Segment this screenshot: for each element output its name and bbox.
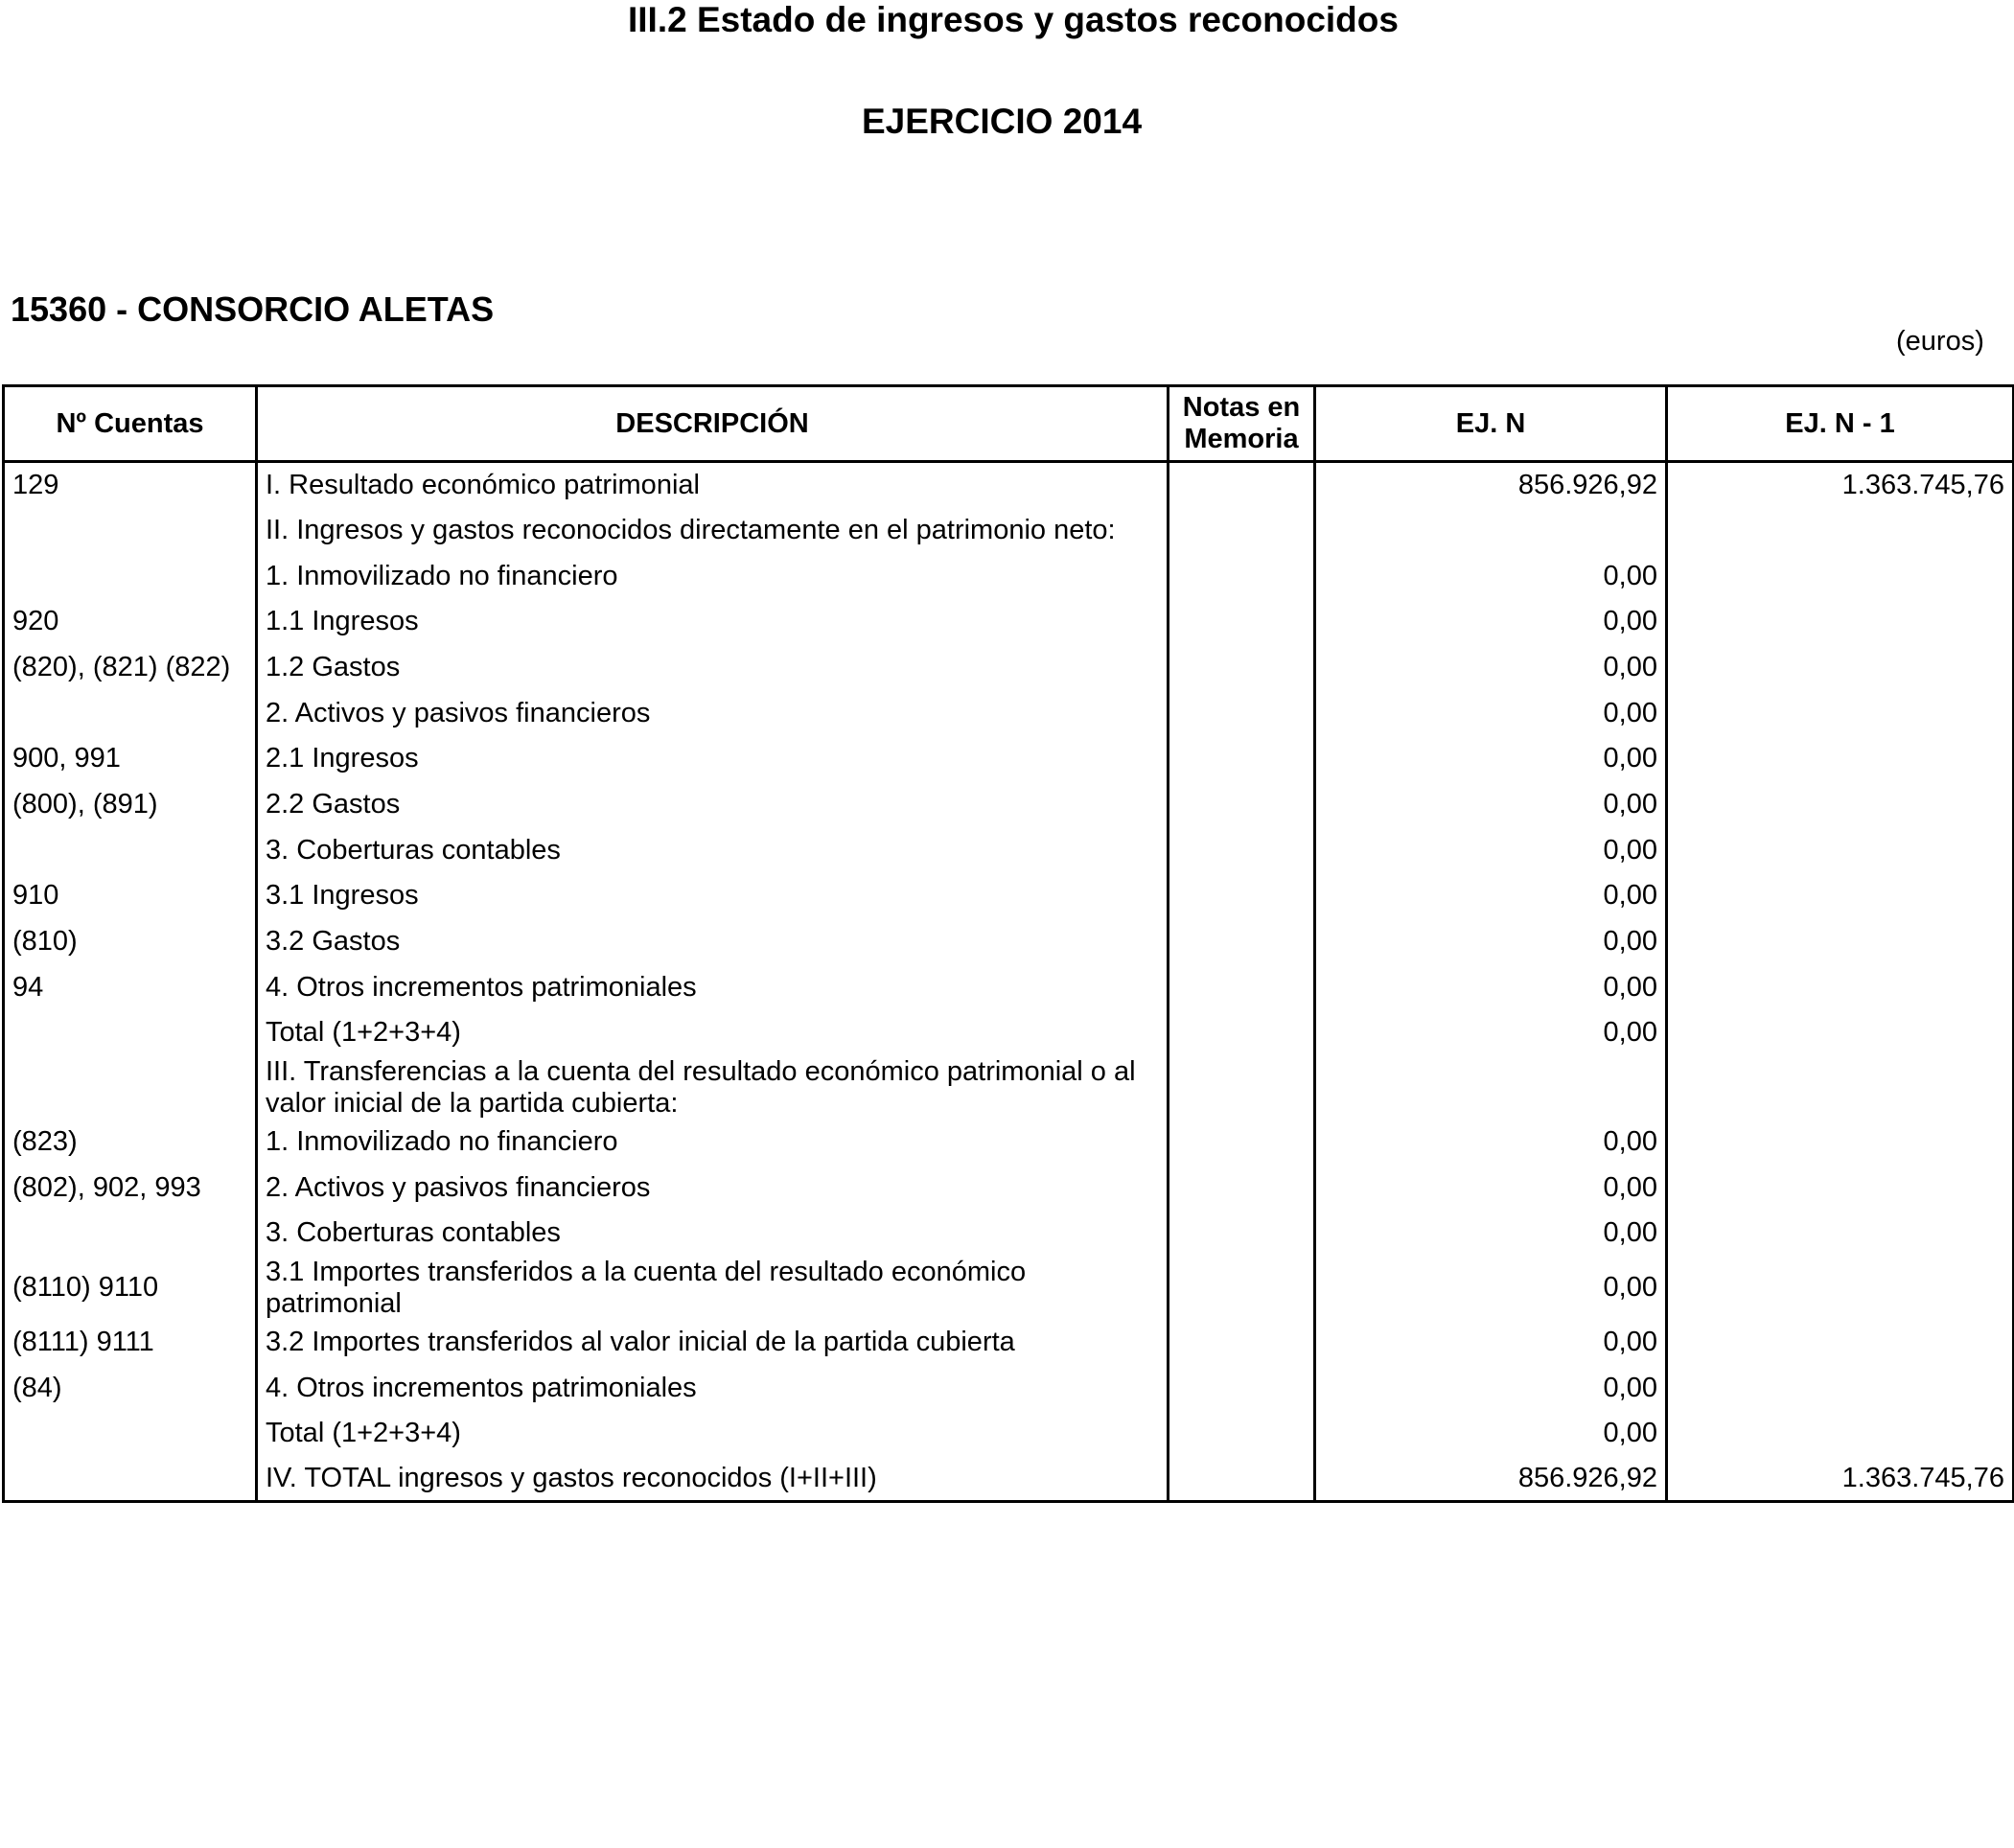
cell-ej-n: 0,00: [1315, 782, 1667, 828]
cell-descripcion: 2.1 Ingresos: [257, 736, 1169, 782]
cell-notas: [1169, 736, 1315, 782]
cell-descripcion: 2. Activos y pasivos financieros: [257, 1166, 1169, 1211]
table-row: [4, 1056, 2014, 1120]
cell-notas: [1169, 828, 1315, 873]
cell-descripcion: II. Ingresos y gastos reconocidos directamente en el patrimonio neto:: [257, 508, 1169, 554]
cell-ej-n: 0,00: [1315, 965, 1667, 1010]
cell-cuentas: [4, 1010, 257, 1056]
cell-descripcion: Total (1+2+3+4): [257, 1010, 1169, 1056]
table-row: [4, 782, 2014, 828]
table-row: [4, 645, 2014, 691]
table-row: [4, 873, 2014, 919]
cell-descripcion: 2.2 Gastos: [257, 782, 1169, 828]
cell-cuentas: (802), 902, 993: [4, 1166, 257, 1211]
cell-descripcion: 4. Otros incrementos patrimoniales: [257, 1366, 1169, 1411]
column-header-descripcion: DESCRIPCIÓN: [257, 386, 1169, 462]
cell-notas: [1169, 1320, 1315, 1366]
cell-cuentas: (84): [4, 1366, 257, 1411]
cell-descripcion: 1. Inmovilizado no financiero: [257, 1120, 1169, 1166]
cell-cuentas: [4, 508, 257, 554]
table-row: [4, 508, 2014, 554]
table-row: [4, 965, 2014, 1010]
income-expense-table: [2, 384, 2014, 1503]
cell-ej-n-1: [1667, 1211, 2014, 1257]
cell-notas: [1169, 1457, 1315, 1502]
cell-ej-n-1: [1667, 508, 2014, 554]
cell-notas: [1169, 873, 1315, 919]
cell-cuentas: [4, 1457, 257, 1502]
cell-ej-n: 0,00: [1315, 645, 1667, 691]
cell-descripcion: 3.1 Ingresos: [257, 873, 1169, 919]
cell-notas: [1169, 1366, 1315, 1411]
table-row: [4, 1257, 2014, 1320]
cell-ej-n-1: [1667, 645, 2014, 691]
cell-ej-n: 0,00: [1315, 873, 1667, 919]
column-header-cuentas: Nº Cuentas: [4, 386, 257, 462]
table-row: [4, 599, 2014, 645]
cell-notas: [1169, 691, 1315, 736]
cell-cuentas: (823): [4, 1120, 257, 1166]
cell-cuentas: [4, 828, 257, 873]
cell-notas: [1169, 1166, 1315, 1211]
cell-ej-n-1: 1.363.745,76: [1667, 1457, 2014, 1502]
cell-ej-n-1: [1667, 919, 2014, 965]
entity-title: 15360 - CONSORCIO ALETAS: [11, 289, 495, 329]
table-row: [4, 1010, 2014, 1056]
fiscal-year-title: EJERCICIO 2014: [862, 102, 1143, 141]
cell-cuentas: 129: [4, 462, 257, 508]
cell-cuentas: 920: [4, 599, 257, 645]
page-title: III.2 Estado de ingresos y gastos reconocidos: [628, 0, 1399, 39]
cell-ej-n: 0,00: [1315, 919, 1667, 965]
cell-ej-n: 856.926,92: [1315, 1457, 1667, 1502]
cell-ej-n: 0,00: [1315, 1166, 1667, 1211]
cell-notas: [1169, 554, 1315, 599]
cell-ej-n-1: [1667, 1056, 2014, 1120]
table-row: [4, 1211, 2014, 1257]
cell-notas: [1169, 919, 1315, 965]
cell-descripcion: 1.1 Ingresos: [257, 599, 1169, 645]
cell-ej-n-1: [1667, 873, 2014, 919]
cell-notas: [1169, 645, 1315, 691]
column-header-notas: Notas en Memoria: [1169, 386, 1315, 462]
cell-ej-n-1: [1667, 1366, 2014, 1411]
cell-notas: [1169, 508, 1315, 554]
cell-notas: [1169, 1010, 1315, 1056]
cell-ej-n: 0,00: [1315, 1257, 1667, 1320]
cell-notas: [1169, 1257, 1315, 1320]
cell-ej-n: 0,00: [1315, 1366, 1667, 1411]
cell-descripcion: 1. Inmovilizado no financiero: [257, 554, 1169, 599]
cell-ej-n-1: [1667, 736, 2014, 782]
table-row: [4, 1166, 2014, 1211]
cell-notas: [1169, 462, 1315, 508]
cell-ej-n-1: [1667, 599, 2014, 645]
cell-cuentas: 900, 991: [4, 736, 257, 782]
table-header-row: [4, 386, 2014, 462]
cell-cuentas: 910: [4, 873, 257, 919]
cell-ej-n: 0,00: [1315, 1211, 1667, 1257]
cell-descripcion: 1.2 Gastos: [257, 645, 1169, 691]
table-row: [4, 919, 2014, 965]
table-body: [4, 462, 2014, 1502]
cell-descripcion: 3. Coberturas contables: [257, 1211, 1169, 1257]
cell-ej-n: [1315, 1056, 1667, 1120]
table-row: [4, 1320, 2014, 1366]
cell-cuentas: [4, 1411, 257, 1457]
table-row: [4, 1366, 2014, 1411]
cell-cuentas: 94: [4, 965, 257, 1010]
cell-ej-n: 0,00: [1315, 1411, 1667, 1457]
cell-descripcion: IV. TOTAL ingresos y gastos reconocidos (I+II+III): [257, 1457, 1169, 1502]
cell-descripcion: III. Transferencias a la cuenta del resultado económico patrimonial o al valor inicial de la partida cubierta:: [257, 1056, 1169, 1120]
cell-ej-n-1: [1667, 1411, 2014, 1457]
cell-ej-n-1: [1667, 691, 2014, 736]
cell-ej-n-1: [1667, 1257, 2014, 1320]
cell-notas: [1169, 1211, 1315, 1257]
cell-ej-n-1: [1667, 965, 2014, 1010]
cell-ej-n-1: [1667, 828, 2014, 873]
cell-cuentas: (8110) 9110: [4, 1257, 257, 1320]
cell-cuentas: [4, 1211, 257, 1257]
cell-descripcion: 3.2 Importes transferidos al valor inicial de la partida cubierta: [257, 1320, 1169, 1366]
cell-notas: [1169, 965, 1315, 1010]
cell-notas: [1169, 599, 1315, 645]
cell-ej-n: 856.926,92: [1315, 462, 1667, 508]
table-row: [4, 736, 2014, 782]
table-row: [4, 462, 2014, 508]
cell-ej-n-1: 1.363.745,76: [1667, 462, 2014, 508]
table-row: [4, 1457, 2014, 1502]
cell-notas: [1169, 782, 1315, 828]
cell-ej-n: 0,00: [1315, 1320, 1667, 1366]
table-row: [4, 1411, 2014, 1457]
column-header-ej-n: EJ. N: [1315, 386, 1667, 462]
cell-ej-n: 0,00: [1315, 1120, 1667, 1166]
cell-ej-n: 0,00: [1315, 736, 1667, 782]
cell-descripcion: I. Resultado económico patrimonial: [257, 462, 1169, 508]
cell-notas: [1169, 1120, 1315, 1166]
table-row: [4, 828, 2014, 873]
units-label: (euros): [1896, 326, 1984, 357]
cell-ej-n: [1315, 508, 1667, 554]
cell-descripcion: 3.2 Gastos: [257, 919, 1169, 965]
cell-cuentas: (810): [4, 919, 257, 965]
cell-cuentas: (8111) 9111: [4, 1320, 257, 1366]
table-row: [4, 554, 2014, 599]
cell-ej-n-1: [1667, 1120, 2014, 1166]
cell-descripcion: 3.1 Importes transferidos a la cuenta del resultado económico patrimonial: [257, 1257, 1169, 1320]
table-row: [4, 691, 2014, 736]
cell-ej-n: 0,00: [1315, 554, 1667, 599]
cell-cuentas: (820), (821) (822): [4, 645, 257, 691]
cell-descripcion: 3. Coberturas contables: [257, 828, 1169, 873]
cell-ej-n-1: [1667, 554, 2014, 599]
table-row: [4, 1120, 2014, 1166]
cell-ej-n: 0,00: [1315, 828, 1667, 873]
cell-notas: [1169, 1056, 1315, 1120]
cell-descripcion: 2. Activos y pasivos financieros: [257, 691, 1169, 736]
cell-ej-n-1: [1667, 1166, 2014, 1211]
cell-cuentas: [4, 554, 257, 599]
cell-cuentas: [4, 691, 257, 736]
cell-descripcion: Total (1+2+3+4): [257, 1411, 1169, 1457]
cell-notas: [1169, 1411, 1315, 1457]
cell-ej-n-1: [1667, 1320, 2014, 1366]
cell-ej-n: 0,00: [1315, 1010, 1667, 1056]
cell-ej-n: 0,00: [1315, 691, 1667, 736]
cell-cuentas: [4, 1056, 257, 1120]
cell-ej-n: 0,00: [1315, 599, 1667, 645]
cell-ej-n-1: [1667, 1010, 2014, 1056]
column-header-ej-n-1: EJ. N - 1: [1667, 386, 2014, 462]
cell-descripcion: 4. Otros incrementos patrimoniales: [257, 965, 1169, 1010]
cell-ej-n-1: [1667, 782, 2014, 828]
cell-cuentas: (800), (891): [4, 782, 257, 828]
